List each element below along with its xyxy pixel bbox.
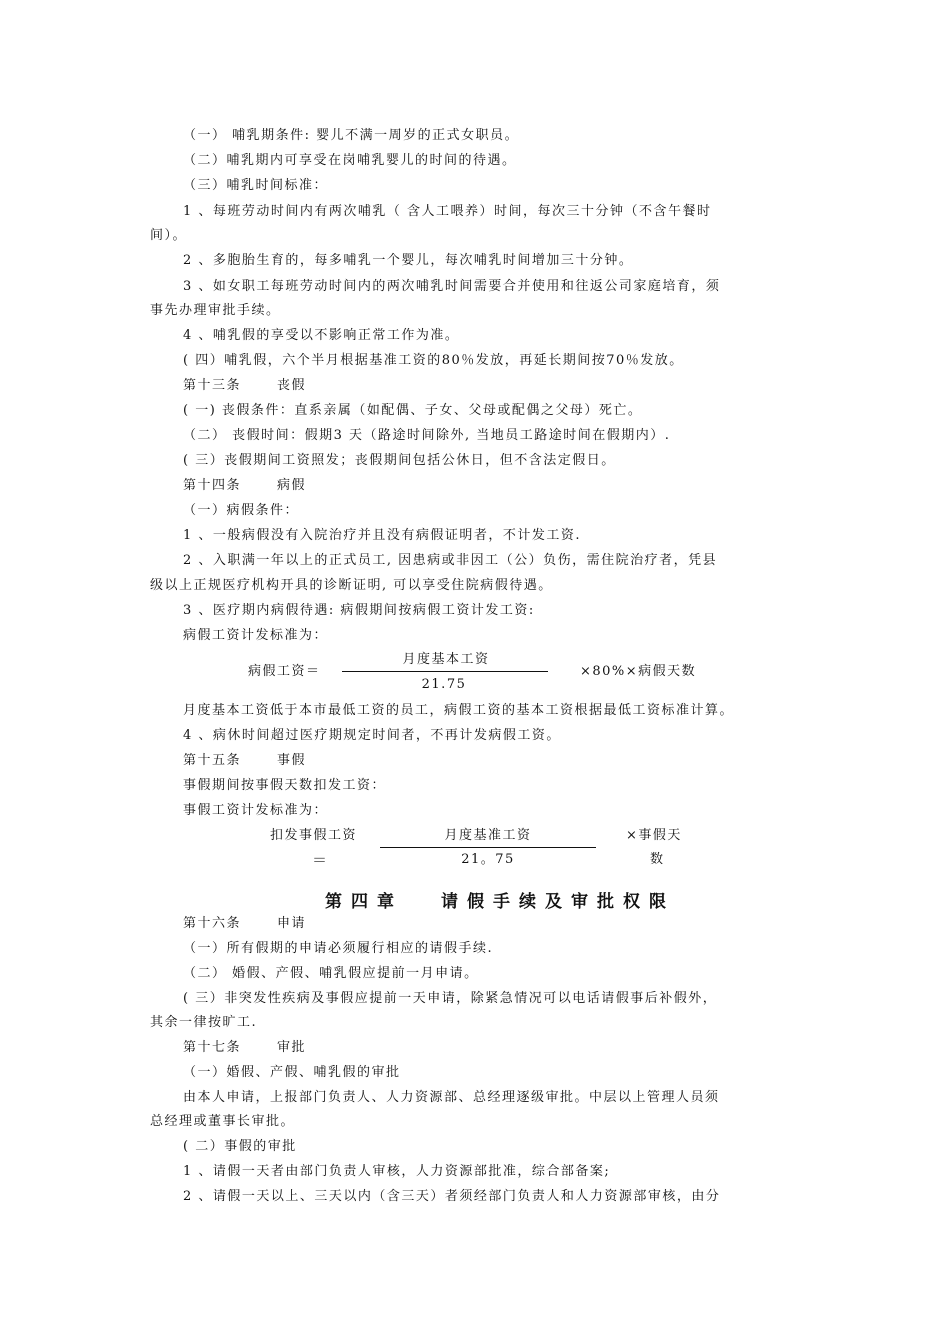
paragraph: 4 、哺乳假的享受以不影响正常工作为准。 xyxy=(183,328,460,343)
formula-numerator: 月度基准工资 xyxy=(444,828,532,843)
paragraph: （二） 婚假、产假、哺乳假应提前一月申请。 xyxy=(183,966,479,981)
paragraph: ( 二）事假的审批 xyxy=(183,1139,297,1154)
paragraph: 事假工资计发标准为： xyxy=(183,803,329,818)
article-heading xyxy=(183,378,843,394)
paragraph: （三）哺乳时间标准： xyxy=(183,178,329,193)
article-title: 申请 xyxy=(277,916,307,931)
paragraph: （一） 哺乳期条件: 婴儿不满一周岁的正式女职员。 xyxy=(183,128,520,143)
article-number: 第十四条 xyxy=(183,478,242,493)
chapter-number: 第四章 xyxy=(325,892,403,912)
paragraph: （二） 丧假时间：假期3 天（路途时间除外, 当地员工路途时间在假期内）. xyxy=(183,428,671,443)
article-heading xyxy=(183,753,843,769)
article-title: 病假 xyxy=(277,478,307,493)
paragraph-continuation: 其余一律按旷工. xyxy=(150,1015,258,1030)
paragraph-continuation: 间）。 xyxy=(150,228,188,243)
formula-equals: ＝ xyxy=(312,851,329,869)
formula-rhs-continuation: 数 xyxy=(650,852,665,867)
paragraph: ( 三）非突发性疾病及事假应提前一天申请，除紧急情况可以电话请假事后补假外， xyxy=(183,991,718,1006)
article-number: 第十七条 xyxy=(183,1040,242,1055)
formula-lhs: 病假工资＝ xyxy=(248,664,321,679)
article-title: 丧假 xyxy=(277,378,307,393)
paragraph: 1 、请假一天者由部门负责人审核，人力资源部批准，综合部备案; xyxy=(183,1164,611,1179)
article-title: 事假 xyxy=(277,753,307,768)
paragraph: 2 、多胞胎生育的，每多哺乳一个婴儿，每次哺乳时间增加三十分钟。 xyxy=(183,253,634,268)
paragraph: 3 、医疗期内病假待遇: 病假期间按病假工资计发工资: xyxy=(183,603,535,618)
paragraph: 1 、每班劳动时间内有两次哺乳（ 含人工喂养）时间，每次三十分钟（不含午餐时 xyxy=(183,204,712,219)
formula-lhs: 扣发事假工资 xyxy=(270,828,358,843)
chapter-title: 请假手续及审批权限 xyxy=(441,892,675,912)
article-heading xyxy=(183,916,843,932)
paragraph: 2 、请假一天以上、三天以内（含三天）者须经部门负责人和人力资源部审核，由分 xyxy=(183,1189,721,1204)
fraction-bar xyxy=(380,847,596,848)
paragraph: 4 、病休时间超过医疗期规定时间者，不再计发病假工资。 xyxy=(183,728,561,743)
paragraph: 2 、入职满一年以上的正式员工, 因患病或非因工（公）负伤，需住院治疗者，凭县 xyxy=(183,553,718,568)
article-heading xyxy=(183,478,843,494)
paragraph: 事假期间按事假天数扣发工资： xyxy=(183,778,387,793)
paragraph: （一）婚假、产假、哺乳假的审批 xyxy=(183,1065,401,1080)
formula-rhs: ×事假天 xyxy=(626,828,682,843)
chapter-heading xyxy=(150,887,850,912)
paragraph: 3 、如女职工每班劳动时间内的两次哺乳时间需要合并使用和往返公司家庭培育，须 xyxy=(183,279,721,294)
paragraph-continuation: 事先办理审批手续。 xyxy=(150,303,281,318)
paragraph-continuation: 级以上正规医疗机构开具的诊断证明, 可以享受住院病假待遇。 xyxy=(150,578,553,593)
formula-rhs: ×80%×病假天数 xyxy=(580,664,697,679)
paragraph: （二）哺乳期内可享受在岗哺乳婴儿的时间的待遇。 xyxy=(183,153,517,168)
paragraph: （一）所有假期的申请必须履行相应的请假手续. xyxy=(183,941,494,956)
fraction-bar xyxy=(342,671,548,672)
paragraph: ( 一) 丧假条件：直系亲属（如配偶、子女、父母或配偶之父母）死亡。 xyxy=(183,403,643,418)
article-number: 第十三条 xyxy=(183,378,242,393)
paragraph: 由本人申请，上报部门负责人、人力资源部、总经理逐级审批。中层以上管理人员须 xyxy=(183,1090,720,1105)
article-number: 第十五条 xyxy=(183,753,242,768)
formula-numerator: 月度基本工资 xyxy=(402,652,490,667)
paragraph: ( 四）哺乳假，六个半月根据基准工资的80％发放，再延长期间按70％发放。 xyxy=(183,353,684,368)
formula-denominator: 21。75 xyxy=(461,852,515,867)
article-heading xyxy=(183,1040,843,1056)
article-title: 审批 xyxy=(277,1040,307,1055)
paragraph: 月度基本工资低于本市最低工资的员工，病假工资的基本工资根据最低工资标准计算。 xyxy=(183,703,735,718)
formula-denominator: 21.75 xyxy=(421,677,467,692)
paragraph: （一）病假条件： xyxy=(183,503,300,518)
paragraph: 1 、一般病假没有入院治疗并且没有病假证明者，不计发工资. xyxy=(183,528,582,543)
paragraph-continuation: 总经理或董事长审批。 xyxy=(150,1114,296,1129)
paragraph: 病假工资计发标准为： xyxy=(183,628,329,643)
paragraph: ( 三）丧假期间工资照发；丧假期间包括公休日，但不含法定假日。 xyxy=(183,453,616,468)
article-number: 第十六条 xyxy=(183,916,242,931)
